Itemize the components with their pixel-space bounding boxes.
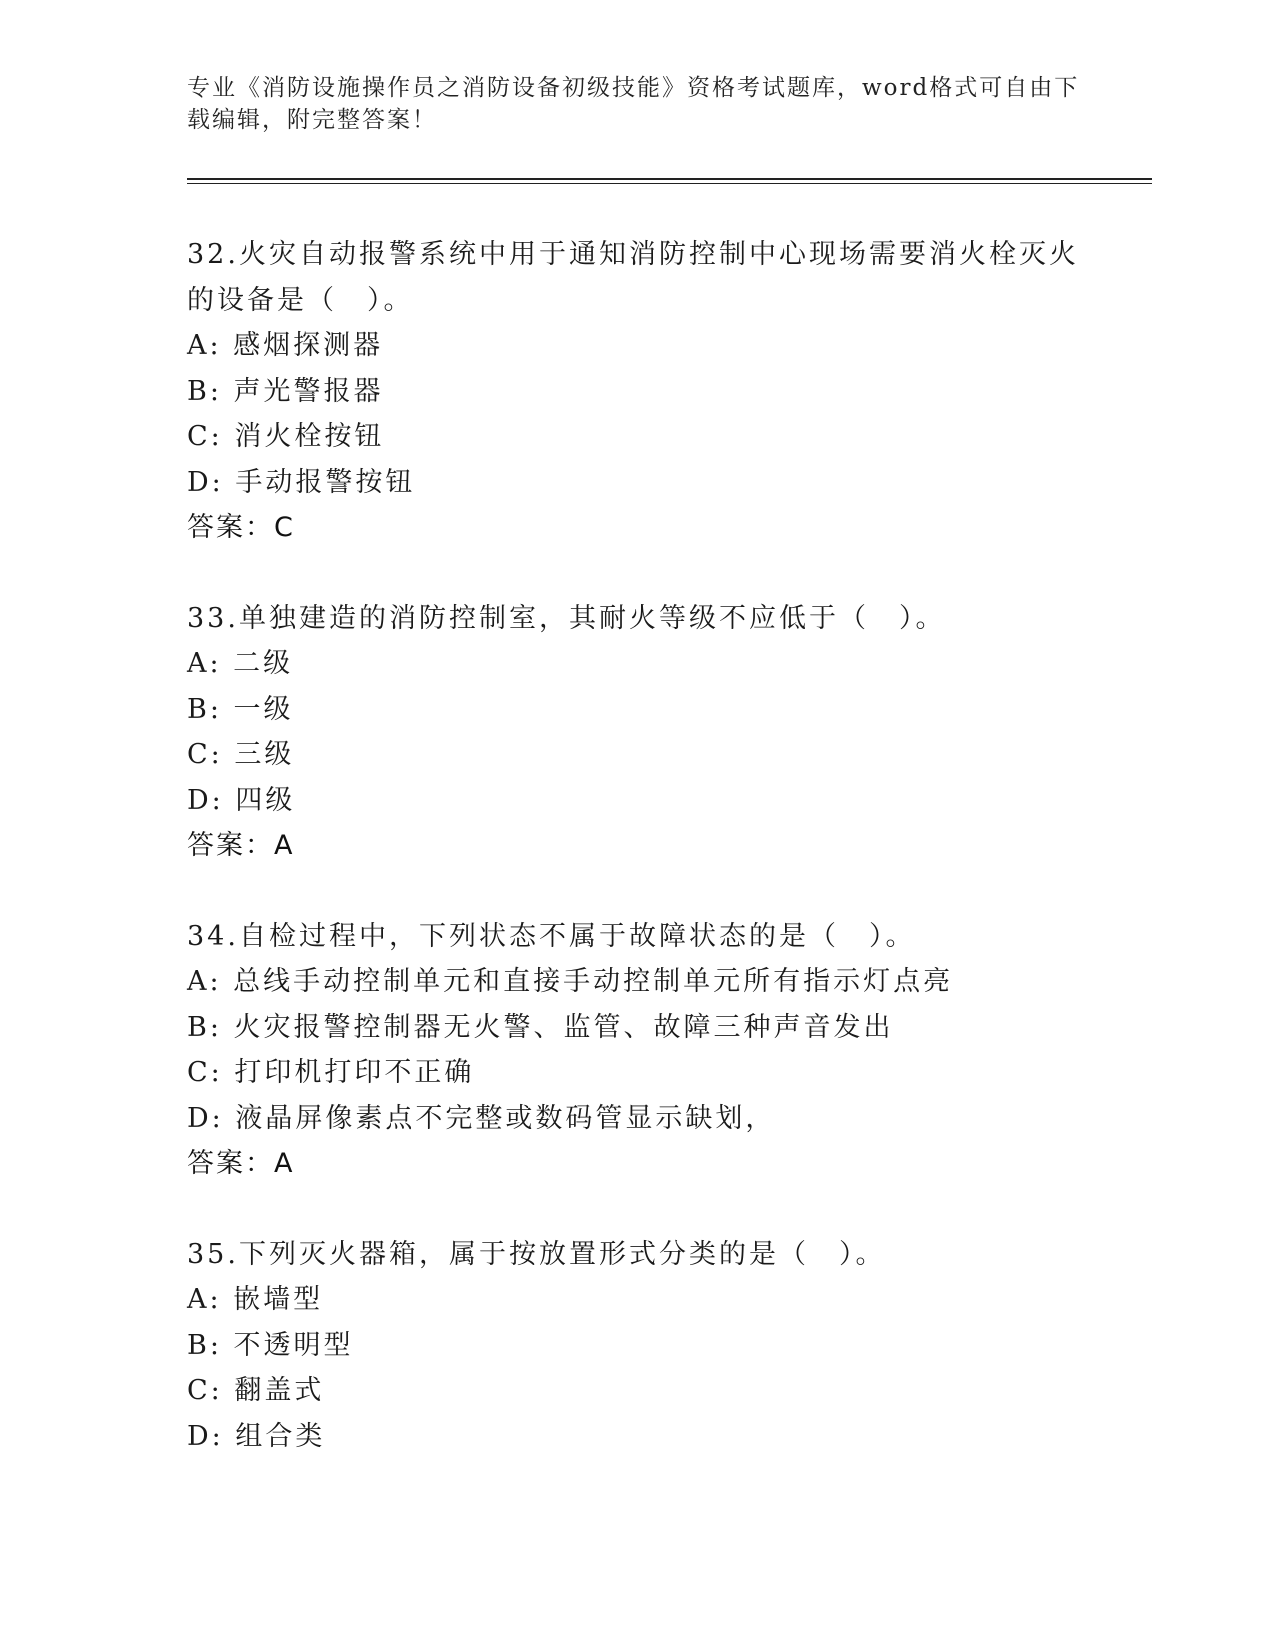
answer-line: 答案：C: [187, 512, 295, 543]
option-b: B: 一级: [187, 693, 294, 725]
option-b: B: 声光警报器: [187, 375, 384, 407]
option-d: D: 组合类: [187, 1420, 326, 1452]
question-stem: 32.火灾自动报警系统中用于通知消防控制中心现场需要消火栓灭火的设备是（ ）。: [187, 239, 1079, 316]
option-c: C: 打印机打印不正确: [187, 1057, 475, 1088]
question-33: [187, 596, 1107, 869]
header-divider-thick: [187, 178, 1152, 180]
option-d: D: 手动报警按钮: [187, 466, 416, 498]
question-stem: 34.自检过程中，下列状态不属于故障状态的是（ ）。: [187, 920, 916, 952]
option-d: D: 四级: [187, 784, 296, 816]
answer-line: 答案：A: [187, 830, 295, 861]
option-c: C: 消火栓按钮: [187, 421, 385, 452]
answer-line: 答案：A: [187, 1148, 295, 1179]
question-stem: 35.下列灭火器箱，属于按放置形式分类的是（ ）。: [187, 1238, 886, 1270]
question-stem: 33.单独建造的消防控制室，其耐火等级不应低于（ ）。: [187, 602, 946, 634]
document-header: 专业《消防设施操作员之消防设备初级技能》资格考试题库，word格式可自由下载编辑，附完整答案！: [187, 75, 1080, 133]
option-b: B: 不透明型: [187, 1329, 354, 1361]
question-list: [187, 232, 1107, 1504]
question-35: [187, 1232, 1107, 1460]
option-a: A: 二级: [187, 648, 294, 679]
header-divider-thin: [187, 183, 1152, 184]
option-c: C: 翻盖式: [187, 1375, 325, 1406]
question-32: [187, 232, 1107, 551]
question-34: [187, 914, 1107, 1187]
option-a: A: 嵌墙型: [187, 1284, 324, 1315]
option-d: D: 液晶屏像素点不完整或数码管显示缺划，: [187, 1102, 776, 1134]
option-c: C: 三级: [187, 739, 295, 770]
option-a: A: 总线手动控制单元和直接手动控制单元所有指示灯点亮: [187, 966, 954, 997]
option-a: A: 感烟探测器: [187, 330, 384, 361]
option-b: B: 火灾报警控制器无火警、监管、故障三种声音发出: [187, 1011, 894, 1043]
